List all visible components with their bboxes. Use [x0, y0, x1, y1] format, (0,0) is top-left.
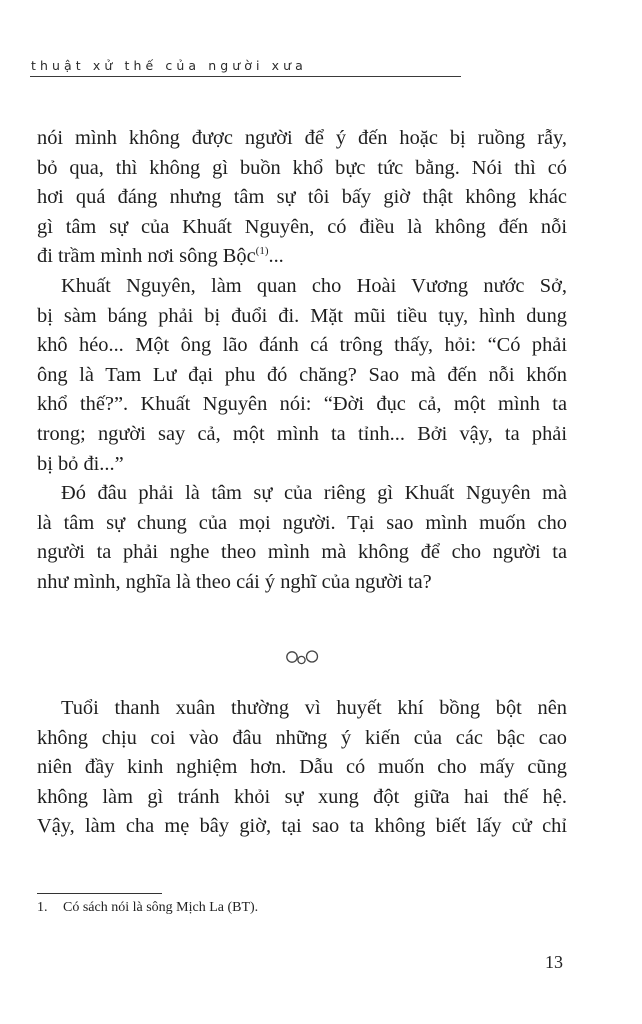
footnote-number: 1.: [37, 900, 48, 915]
text-line: khổ thế?”. Khuất Nguyên nói: “Đời đục cả, một mình ta: [37, 393, 567, 416]
text-line: người ta phải nghe theo mình mà không để cho người ta: [37, 541, 567, 564]
body-text: [37, 124, 567, 598]
footnote: [37, 900, 258, 916]
body-text-continued: [37, 694, 567, 842]
text-line: là tâm sự chung của mọi người. Tại sao mình muốn cho: [37, 511, 567, 534]
text-line: bị bỏ đi...”: [37, 452, 124, 475]
text-line: không chịu coi vào đâu những ý kiến của các bậc cao: [37, 726, 567, 749]
three-circles-ornament: [283, 648, 363, 668]
text-line: gì tâm sự của Khuất Nguyên, có điều là không đến nỗi: [37, 215, 567, 238]
footnote-reference[interactable]: (1): [255, 245, 269, 258]
text-line: Khuất Nguyên, làm quan cho Hoài Vương nước Sở,: [61, 274, 567, 297]
header-rule: [30, 76, 461, 77]
ellipsis: ...: [268, 245, 284, 268]
running-header: thuật xử thế của người xưa: [31, 58, 307, 73]
text-line: hơi quá đáng nhưng tâm sự tôi bấy giờ thật không khác: [37, 186, 567, 209]
text-line: Đó đâu phải là tâm sự của riêng gì Khuất Nguyên mà: [61, 482, 567, 505]
paragraph-1: [37, 124, 567, 272]
paragraph-2: [37, 272, 567, 479]
footnote-rule: [37, 893, 162, 894]
text-line: nói mình không được người để ý đến hoặc bị ruồng rẫy,: [37, 127, 567, 149]
footnote-text: Có sách nói là sông Mịch La (BT).: [63, 900, 259, 915]
page-number: 13: [545, 952, 563, 972]
text-fragment: đi trầm mình nơi sông Bộc: [37, 245, 256, 268]
text-line: như mình, nghĩa là theo cái ý nghĩ của người ta?: [37, 570, 432, 593]
text-line: bị sàm báng phải bị đuổi đi. Mặt mũi tiều tụy, hình dung: [37, 304, 567, 327]
text-line: ông là Tam Lư đại phu đó chăng? Sao mà đến nỗi khốn: [37, 363, 567, 386]
text-line: khô héo... Một ông lão đánh cá trông thấy, hỏi: “Có phải: [37, 334, 567, 357]
text-line: trong; người say cả, một mình ta tỉnh... Bởi vậy, ta phải: [37, 422, 567, 445]
text-line: niên đầy kinh nghiệm hơn. Dẫu có muốn cho mấy cũng: [37, 756, 567, 779]
paragraph-4: [37, 694, 567, 842]
paragraph-3: [37, 479, 567, 597]
text-line: bỏ qua, thì không gì buồn khổ bực tức bằng. Nói thì có: [37, 156, 567, 179]
text-line: Vậy, làm cha mẹ bây giờ, tại sao ta không biết lấy cử chỉ: [37, 815, 567, 838]
text-line: không làm gì tránh khỏi sự xung đột giữa hai thế hệ.: [37, 785, 567, 808]
text-line: Tuổi thanh xuân thường vì huyết khí bồng bột nên: [61, 697, 567, 719]
text-line: [37, 242, 567, 272]
